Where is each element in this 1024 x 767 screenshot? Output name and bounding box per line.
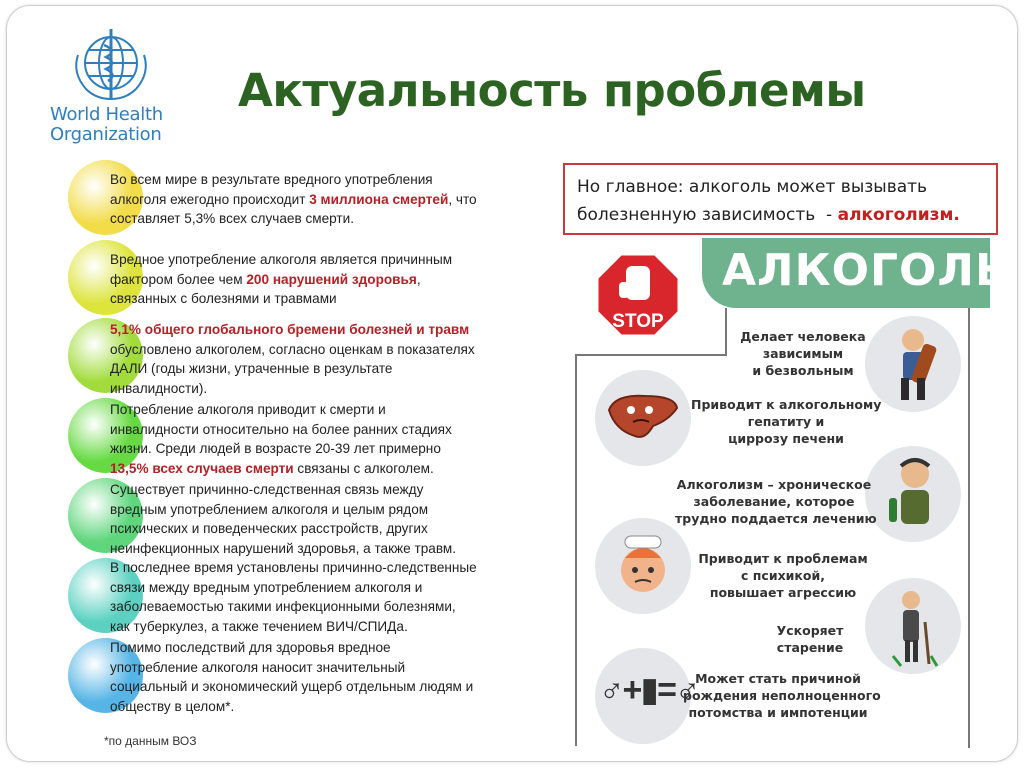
bullet-text-part: Вредное употребление алкоголя является причинным фактором более чем <box>110 252 453 287</box>
bullet-text-part: В последнее время установлены причинно-следственные связи между вредным употреблением алкоголя и заболеваемостью такими инфекционными болезнями, как туберкулез, а также течением ВИЧ/СПИДа. <box>110 560 477 634</box>
liver-figure <box>595 370 691 466</box>
bullet-highlight: 13,5% всех случаев смерти <box>110 460 294 476</box>
infographic-header-text: АЛКОГОЛЬ <box>722 245 1010 296</box>
highlight-text-main: Но главное: алкоголь может вызывать болезненную зависимость - <box>577 177 928 225</box>
old-man-figure <box>865 578 961 674</box>
who-name-line1: World Health <box>50 104 163 125</box>
alcohol-infographic <box>575 238 1010 753</box>
effect-label-offspring <box>683 670 881 721</box>
effect-text: Приводит к проблемам с психикой, повышает агрессию <box>698 551 868 600</box>
stop-sign-icon <box>595 252 681 346</box>
who-emblem-icon <box>66 25 156 103</box>
effect-label-psyche <box>693 550 873 601</box>
infographic-header <box>702 238 1010 308</box>
bullet-text-part: Во всем мире в результате вредного употребления алкоголя ежегодно происходит <box>110 172 433 207</box>
old-man-icon <box>865 578 961 674</box>
effect-label-aging <box>755 622 865 656</box>
footnote: *по данным ВОЗ <box>104 734 197 748</box>
who-name-line2: Organization <box>50 124 162 145</box>
stop-label: STOP <box>612 311 664 332</box>
bullet-text <box>110 320 475 398</box>
connector-line <box>575 354 577 746</box>
who-logo <box>40 25 185 155</box>
liver-icon <box>595 370 691 466</box>
bullet-highlight: 200 нарушений здоровья <box>246 271 417 287</box>
bullet-highlight: 5,1% общего глобального бремени болезней и травм <box>110 322 470 337</box>
bullet-text-part: обусловлено алкоголем, согласно оценкам в показателях ДАЛИ (годы жизни, утраченные в результате инвалидности). <box>110 341 475 396</box>
effect-text: Ускоряет старение <box>776 623 844 655</box>
bullet-text <box>110 250 452 309</box>
effect-label-liver <box>691 396 881 447</box>
highlight-text <box>577 173 960 229</box>
connector-line <box>575 354 725 356</box>
effect-label-dependency <box>733 328 873 379</box>
alcoholic-man-figure <box>865 446 961 542</box>
bullet-text <box>110 558 477 636</box>
alcoholic-man-icon <box>865 446 961 542</box>
effect-text: Делает человека зависимым и безвольным <box>740 329 866 378</box>
highlight-box <box>563 163 998 235</box>
bullet-text <box>110 638 473 716</box>
bullet-text-part: Помимо последствий для здоровья вредное употребление алкоголя наносит значительный социальный и экономический ущерб отдельным людям и обществу в целом*. <box>110 640 474 714</box>
effect-label-chronic <box>675 476 877 527</box>
page-title: Актуальность проблемы <box>238 64 866 117</box>
connector-line <box>968 308 970 748</box>
headache-man-icon <box>595 518 691 614</box>
impotence-formula-icon <box>595 648 699 744</box>
headache-man-figure <box>595 518 691 614</box>
effect-text: Приводит к алкогольному гепатиту и циррозу печени <box>691 397 882 446</box>
bullet-text <box>110 480 456 558</box>
connector-line <box>725 308 727 356</box>
effect-text: Может стать причиной рождения неполноценного потомства и импотенции <box>683 671 881 720</box>
bullet-text <box>110 400 452 478</box>
bullet-text-part: , что составляет 5,3% всех случаев смерти. <box>110 191 477 226</box>
effect-text: Алкоголизм – хроническое заболевание, которое трудно поддается лечению <box>675 477 877 526</box>
formula-text: ♂+▮=♂ <box>599 671 699 709</box>
bullet-text-part: Потребление алкоголя приводит к смерти и инвалидности относительно на более ранних стадиях жизни. Среди людей в возрасте 20-39 лет примерно <box>110 402 452 456</box>
bullet-text-part: , связанных с болезнями и травмами <box>110 271 421 306</box>
bullet-highlight: 3 миллиона смертей <box>309 191 449 207</box>
bullet-text-part: связаны с алкоголем. <box>293 460 434 476</box>
bullet-text-part: Существует причинно-следственная связь между вредным употреблением алкоголя и целым рядом психических и поведенческих расстройств, других неинфекционных нарушений здоровья, а также травм. <box>110 482 457 556</box>
bullet-text <box>110 170 477 229</box>
highlight-accent: алкоголизм. <box>837 205 960 225</box>
